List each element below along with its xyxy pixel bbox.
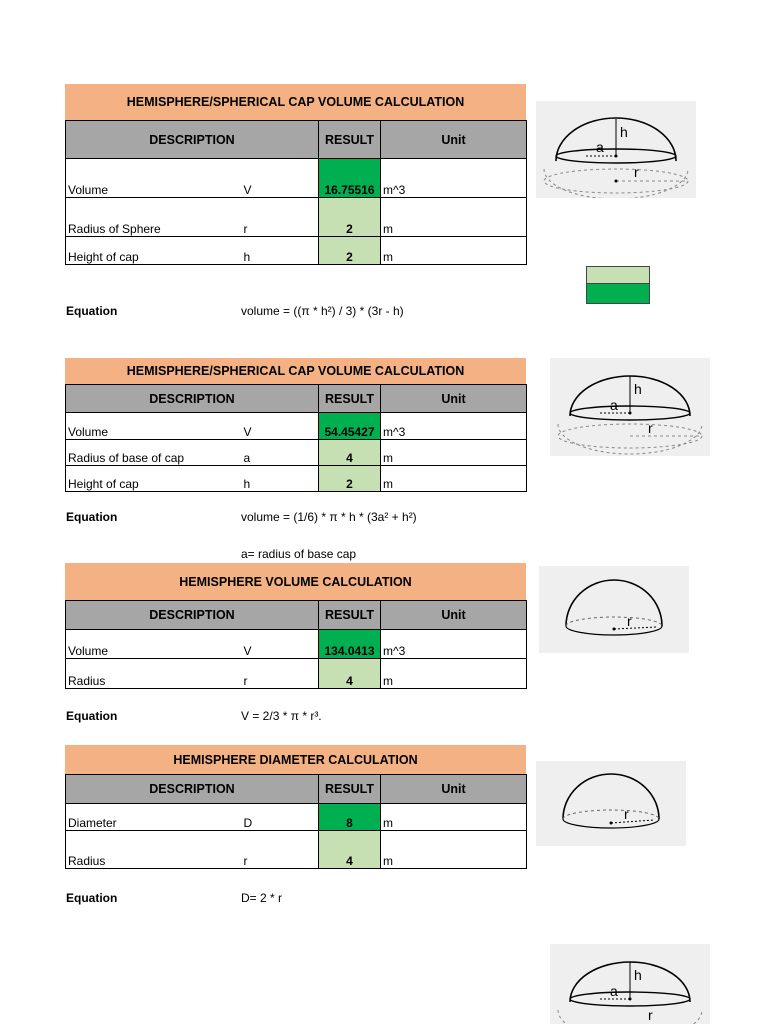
row-label: Diameter [66,804,242,831]
calc-table [65,384,527,492]
label-a: a [610,397,618,413]
header-result: RESULT [319,775,381,804]
row-label: Volume [66,413,242,440]
unit-cell: m [381,804,527,831]
spherical-cap-icon [550,944,710,1024]
spherical-cap-icon [536,101,696,198]
equation-text: volume = (1/6) * π * h * (3a² + h²) [241,510,417,524]
result-cell[interactable]: 134.0413 [319,630,381,659]
table-row [66,440,527,466]
table-row [66,198,527,237]
label-r: r [648,1007,653,1023]
calc-table [65,774,527,869]
result-cell[interactable]: 8 [319,804,381,831]
calc-table [65,600,527,689]
unit-cell: m [381,466,527,492]
row-label: Radius [66,831,242,869]
spherical-cap-icon [550,358,710,456]
row-label: Radius of base of cap [66,440,242,466]
section-cap-volume-base [65,358,526,492]
row-symbol: r [242,831,319,869]
calc-table [65,120,527,265]
label-r: r [634,164,639,180]
table-row [66,413,527,440]
spherical-cap-diagram-2 [550,358,710,456]
section-title: HEMISPHERE DIAMETER CALCULATION [65,745,526,774]
unit-cell: m^3 [381,413,527,440]
hemisphere-icon [539,566,689,653]
unit-cell: m [381,237,527,265]
header-result: RESULT [319,385,381,413]
equation-label: Equation [66,304,118,318]
row-label: Volume [66,159,242,198]
unit-cell: m^3 [381,630,527,659]
header-description: DESCRIPTION [66,775,319,804]
table-row [66,630,527,659]
header-description: DESCRIPTION [66,121,319,159]
row-label: Height of cap [66,466,242,492]
legend-output-swatch [586,283,650,304]
row-symbol: D [242,804,319,831]
table-row [66,237,527,265]
unit-cell: m^3 [381,159,527,198]
input-cell[interactable]: 2 [319,237,381,265]
equation-text: D= 2 * r [241,891,283,905]
section-cap-volume-height [65,84,526,265]
equation-text: volume = ((π * h²) / 3) * (3r - h) [241,304,404,318]
hemisphere-diagram [539,566,689,653]
equation-note: a= radius of base cap [241,547,357,561]
header-result: RESULT [319,121,381,159]
label-a: a [610,983,618,999]
equation-label: Equation [66,709,118,723]
row-label: Radius of Sphere [66,198,242,237]
section-title: HEMISPHERE/SPHERICAL CAP VOLUME CALCULATION [65,358,526,384]
result-cell[interactable]: 16.75516 [319,159,381,198]
section-hemisphere-volume [65,563,526,689]
spherical-cap-diagram-3 [550,944,710,1024]
row-symbol: h [242,237,319,265]
label-h: h [634,967,642,983]
equation-label: Equation [66,891,118,905]
header-result: RESULT [319,601,381,630]
row-symbol: r [242,659,319,689]
unit-cell: m [381,831,527,869]
table-row [66,831,527,869]
header-unit: Unit [381,775,527,804]
result-cell[interactable]: 54.45427 [319,413,381,440]
row-label: Volume [66,630,242,659]
row-symbol: V [242,630,319,659]
header-unit: Unit [381,121,527,159]
row-label: Height of cap [66,237,242,265]
input-cell[interactable]: 4 [319,659,381,689]
section-title: HEMISPHERE VOLUME CALCULATION [65,563,526,600]
row-symbol: h [242,466,319,492]
label-a: a [596,139,604,155]
header-description: DESCRIPTION [66,385,319,413]
unit-cell: m [381,659,527,689]
row-symbol: V [242,413,319,440]
row-symbol: r [242,198,319,237]
table-row [66,159,527,198]
label-r: r [648,420,653,436]
row-label: Radius [66,659,242,689]
label-h: h [634,381,642,397]
header-unit: Unit [381,601,527,630]
section-hemisphere-diameter [65,745,526,869]
unit-cell: m [381,440,527,466]
table-row [66,804,527,831]
row-symbol: a [242,440,319,466]
equation-label: Equation [66,510,118,524]
row-symbol: V [242,159,319,198]
label-h: h [620,124,628,140]
section-title: HEMISPHERE/SPHERICAL CAP VOLUME CALCULATION [65,84,526,120]
input-cell[interactable]: 2 [319,466,381,492]
input-cell[interactable]: 4 [319,831,381,869]
label-r: r [627,613,632,629]
header-unit: Unit [381,385,527,413]
input-cell[interactable]: 4 [319,440,381,466]
table-row [66,466,527,492]
label-r: r [624,806,629,822]
spherical-cap-diagram [536,101,696,198]
hemisphere-diameter-diagram [536,761,686,846]
equation-text: V = 2/3 * π * r³. [241,709,322,723]
input-cell[interactable]: 2 [319,198,381,237]
unit-cell: m [381,198,527,237]
hemisphere-icon [536,761,686,846]
header-description: DESCRIPTION [66,601,319,630]
table-row [66,659,527,689]
